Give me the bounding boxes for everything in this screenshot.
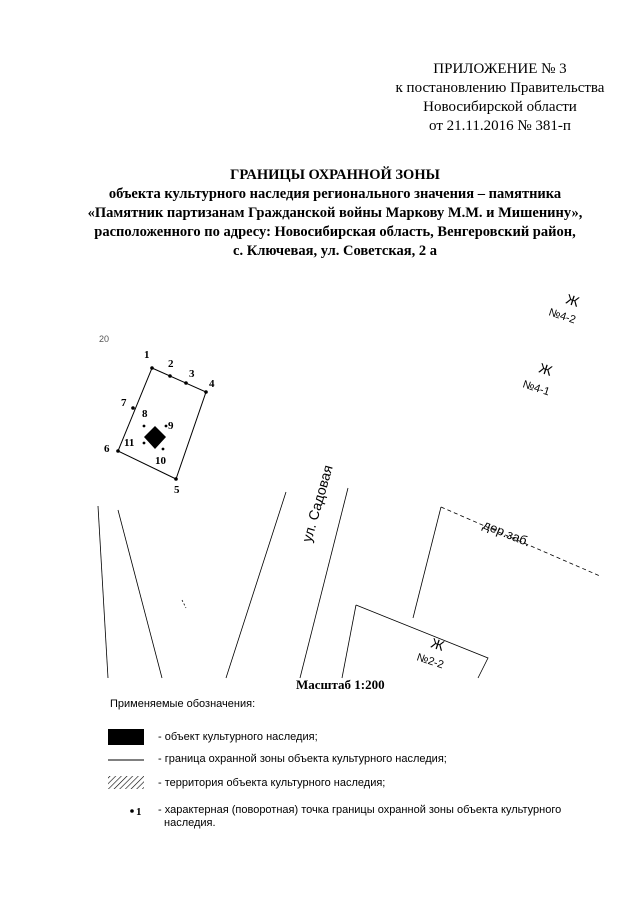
point-swatch bbox=[130, 809, 134, 813]
point-7 bbox=[131, 406, 135, 410]
point-2 bbox=[168, 374, 172, 378]
point-5 bbox=[174, 477, 178, 481]
building-2-2-left bbox=[342, 605, 356, 678]
street-label: ул. Садовая bbox=[298, 463, 336, 544]
point-label-9: 9 bbox=[168, 420, 174, 432]
legend bbox=[106, 698, 586, 829]
heritage-object bbox=[144, 426, 166, 449]
point-6 bbox=[116, 449, 120, 453]
street-line-2 bbox=[118, 510, 162, 678]
legend-item-boundary-point bbox=[106, 802, 586, 834]
street-line-1 bbox=[98, 506, 108, 678]
legend-item-heritage-object bbox=[106, 728, 586, 748]
black-fill-symbol bbox=[106, 728, 150, 746]
appendix-date: от 21.11.2016 № 381-п bbox=[429, 118, 571, 134]
hatch-symbol bbox=[106, 774, 150, 792]
point-swatch-label: 1 bbox=[136, 806, 142, 818]
appendix-number: ПРИЛОЖЕНИЕ № 3 bbox=[433, 61, 567, 77]
point-label-5: 5 bbox=[174, 484, 180, 496]
hatch-swatch bbox=[108, 776, 144, 789]
title-line-1: ГРАНИЦЫ ОХРАННОЙ ЗОНЫ bbox=[230, 167, 440, 183]
building-4-1-number: №4-1 bbox=[521, 378, 552, 399]
legend-item-zone-boundary bbox=[106, 751, 586, 771]
point-label-2: 2 bbox=[168, 358, 174, 370]
fragment-label: 20 bbox=[99, 334, 110, 344]
legend-heading: Применяемые обозначения: bbox=[110, 698, 256, 710]
appendix-region: Новосибирской области bbox=[423, 99, 577, 115]
building-4-1-material: Ж bbox=[537, 359, 555, 379]
appendix-decree: к постановлению Правительства bbox=[395, 80, 605, 96]
street-line-5 bbox=[413, 507, 441, 618]
title-line-5: с. Ключевая, ул. Советская, 2 а bbox=[233, 243, 437, 259]
title-line-4: расположенного по адресу: Новосибирская область, Венгеровский район, bbox=[94, 224, 576, 240]
building-2-2-material: Ж bbox=[429, 634, 447, 654]
point-10 bbox=[162, 448, 165, 451]
point-11 bbox=[143, 442, 146, 445]
building-2-2-outline bbox=[356, 605, 488, 678]
black-fill-swatch bbox=[108, 729, 144, 745]
fence-label: дер.заб. bbox=[480, 516, 533, 550]
point-label-6: 6 bbox=[104, 443, 110, 455]
building-2-2-number: №2-2 bbox=[415, 651, 446, 672]
point-label-4: 4 bbox=[209, 378, 215, 390]
map-scale: Масштаб 1:200 bbox=[296, 677, 385, 692]
point-label-1: 1 bbox=[144, 349, 150, 361]
title-line-2: объекта культурного наследия регионального значения – памятника bbox=[108, 186, 562, 202]
legend-text-boundary-point-cont: наследия. bbox=[164, 817, 216, 829]
point-label-8: 8 bbox=[142, 408, 148, 420]
building-4-2-number: №4-2 bbox=[547, 306, 578, 327]
point-9 bbox=[165, 425, 168, 428]
legend-text-heritage-object: - объект культурного наследия; bbox=[158, 731, 318, 743]
point-4 bbox=[204, 390, 208, 394]
dashed-mark bbox=[182, 600, 186, 608]
line-symbol bbox=[106, 751, 150, 769]
point-symbol bbox=[106, 802, 150, 820]
legend-text-heritage-territory: - территория объекта культурного наследия; bbox=[158, 777, 386, 789]
street-lines bbox=[98, 488, 600, 678]
legend-text-zone-boundary: - граница охранной зоны объекта культурного наследия; bbox=[158, 753, 447, 765]
legend-item-heritage-territory bbox=[106, 774, 586, 794]
building-4-2-material: Ж bbox=[564, 290, 582, 310]
point-1 bbox=[150, 366, 154, 370]
point-label-10: 10 bbox=[155, 455, 166, 467]
street-line-3 bbox=[226, 492, 286, 678]
title-line-3: «Памятник партизанам Гражданской войны Маркову М.М. и Мишенину», bbox=[87, 205, 583, 221]
point-label-7: 7 bbox=[121, 397, 127, 409]
legend-text-boundary-point: - характерная (поворотная) точка границы охранной зоны объекта культурного bbox=[158, 804, 562, 816]
point-label-3: 3 bbox=[189, 368, 195, 380]
point-8 bbox=[143, 425, 146, 428]
point-3 bbox=[184, 381, 188, 385]
point-label-11: 11 bbox=[124, 437, 135, 449]
